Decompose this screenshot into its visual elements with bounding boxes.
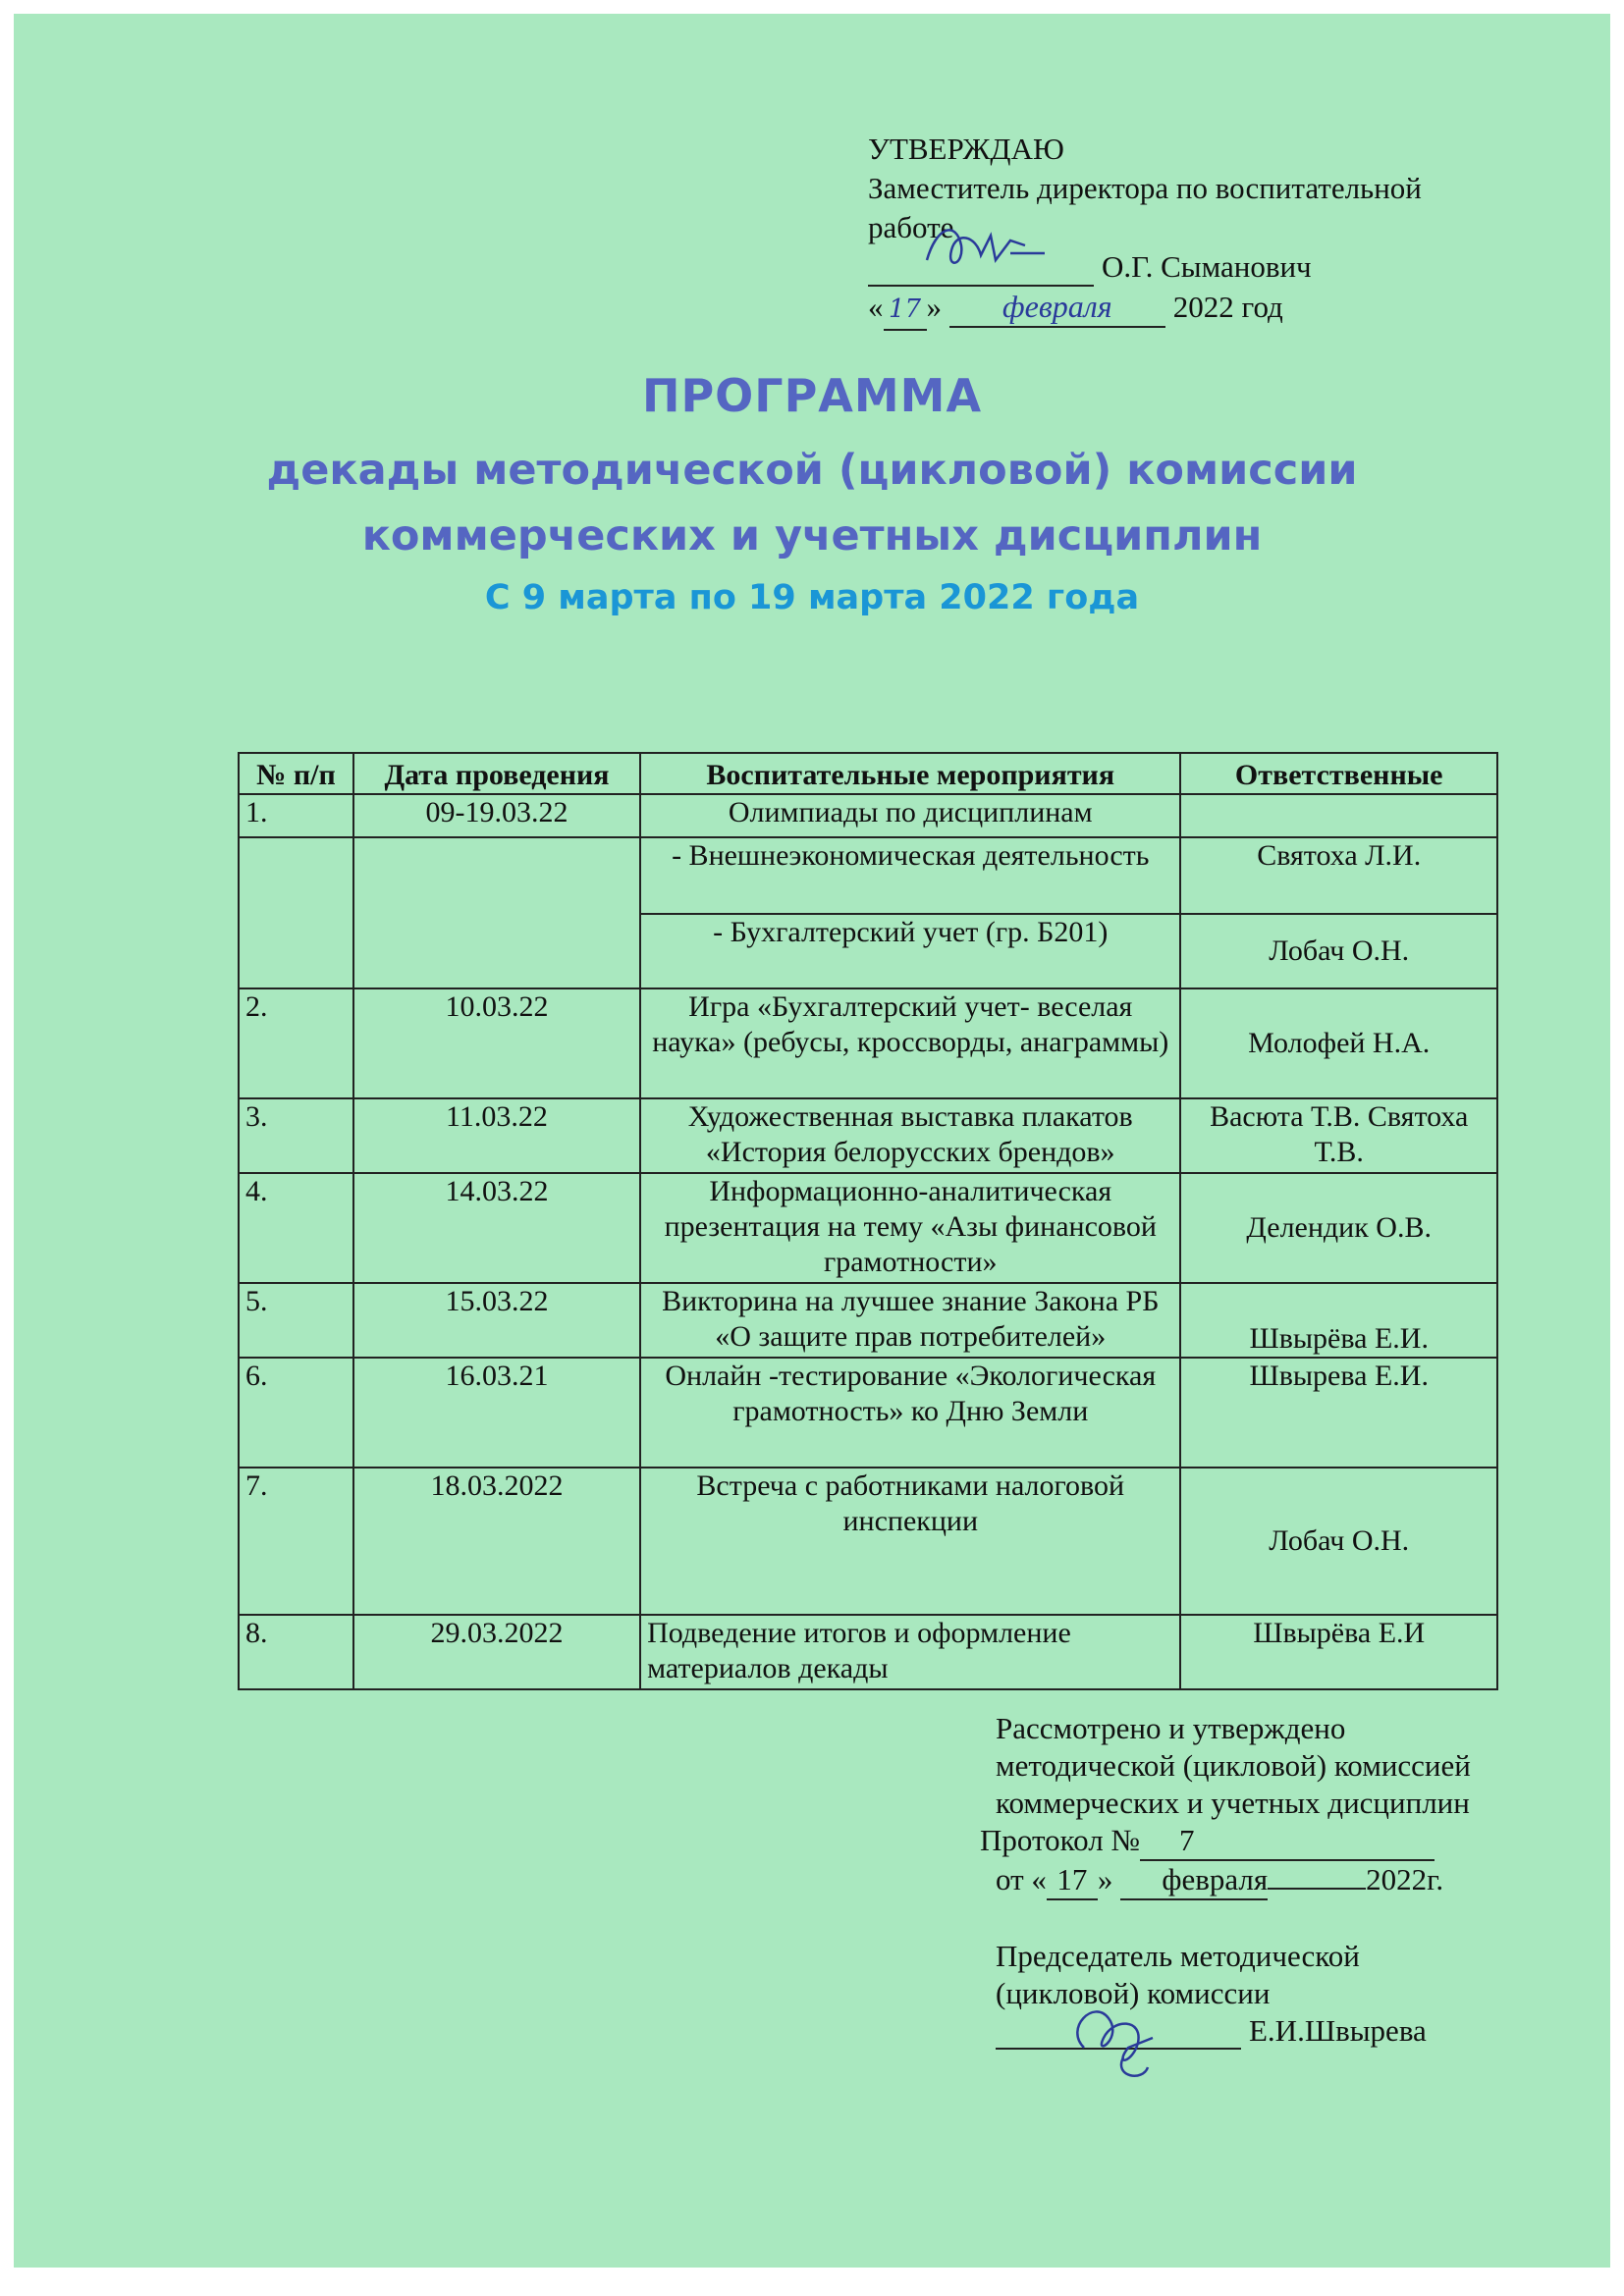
row-event: Подведение итогов и оформление материалов декады xyxy=(640,1615,1180,1689)
row-event: - Бухгалтерский учет (гр. Б201) xyxy=(640,914,1180,988)
signature-underline xyxy=(868,255,1094,287)
protocol-line xyxy=(980,1822,1545,1861)
chair-signature-line xyxy=(996,2012,1545,2050)
table-row xyxy=(239,794,1497,837)
chair-block xyxy=(996,1938,1545,2050)
footer-line3: коммерческих и учетных дисциплин xyxy=(996,1786,1470,1820)
row-responsible: Лобач О.Н. xyxy=(1180,914,1497,988)
table-row xyxy=(239,1615,1497,1689)
program-subtitle-line2: коммерческих и учетных дисциплин xyxy=(361,511,1263,561)
approval-date-day: 17 xyxy=(884,290,927,331)
chair-signature-icon xyxy=(1055,1989,1192,2097)
row-date: 18.03.2022 xyxy=(353,1468,640,1615)
header-date: Дата проведения xyxy=(353,753,640,794)
row-date: 14.03.22 xyxy=(353,1173,640,1283)
protocol-date-prefix: от « xyxy=(996,1862,1047,1896)
approval-position-line2: работе xyxy=(868,210,954,244)
table-row xyxy=(239,1173,1497,1283)
approval-signature-line xyxy=(868,247,1496,287)
row-event: Игра «Бухгалтерский учет- веселая наука» (ребусы, кроссворды, анаграммы) xyxy=(640,988,1180,1098)
protocol-date-month: февраля xyxy=(1120,1861,1268,1900)
row-responsible: Делендик О.В. xyxy=(1180,1173,1497,1283)
row-date: 16.03.21 xyxy=(353,1358,640,1468)
chair-signature-underline xyxy=(996,2018,1241,2050)
date-close-quote: » xyxy=(926,290,942,324)
director-signature-icon xyxy=(917,216,1064,285)
row-num: 5. xyxy=(239,1283,353,1358)
table-row xyxy=(239,988,1497,1098)
approval-footer xyxy=(980,1710,1545,1900)
row-date: 11.03.22 xyxy=(353,1098,640,1173)
row-num xyxy=(239,837,353,988)
header-events: Воспитательные мероприятия xyxy=(640,753,1180,794)
row-date: 10.03.22 xyxy=(353,988,640,1098)
header-responsible: Ответственные xyxy=(1180,753,1497,794)
program-table xyxy=(238,752,1498,1690)
row-num: 4. xyxy=(239,1173,353,1283)
row-date: 29.03.2022 xyxy=(353,1615,640,1689)
table-header-row xyxy=(239,753,1497,794)
chair-line2: (цикловой) комиссии xyxy=(996,1976,1271,2010)
row-event: - Внешнеэкономическая деятельность xyxy=(640,837,1180,914)
row-responsible: Святоха Л.И. xyxy=(1180,837,1497,914)
row-event: Онлайн -тестирование «Экологическая грамотность» ко Дню Земли xyxy=(640,1358,1180,1468)
date-open-quote: « xyxy=(868,290,884,324)
approval-date-year: 2022 год xyxy=(1172,290,1283,324)
row-event: Олимпиады по дисциплинам xyxy=(640,794,1180,837)
chair-name: Е.И.Швырева xyxy=(1249,2013,1427,2048)
row-date: 15.03.22 xyxy=(353,1283,640,1358)
protocol-label: Протокол № xyxy=(980,1823,1140,1857)
protocol-date-underline xyxy=(1268,1888,1366,1890)
table-row xyxy=(239,1098,1497,1173)
row-num: 3. xyxy=(239,1098,353,1173)
row-num: 7. xyxy=(239,1468,353,1615)
row-responsible: Швырёва Е.И. xyxy=(1180,1283,1497,1358)
table-row xyxy=(239,1283,1497,1358)
row-event: Художественная выставка плакатов «История белорусских брендов» xyxy=(640,1098,1180,1173)
chair-line1: Председатель методической xyxy=(996,1939,1360,1973)
row-event: Встреча с работниками налоговой инспекции xyxy=(640,1468,1180,1615)
row-num: 1. xyxy=(239,794,353,837)
protocol-date xyxy=(996,1861,1545,1900)
program-subtitle-line1: декады методической (цикловой) комиссии xyxy=(266,446,1358,495)
row-responsible: Молофей Н.А. xyxy=(1180,988,1497,1098)
table-row xyxy=(239,1358,1497,1468)
footer-line1: Рассмотрено и утверждено xyxy=(996,1711,1346,1745)
row-responsible: Васюта Т.В. Святоха Т.В. xyxy=(1180,1098,1497,1173)
program-period: С 9 марта по 19 марта 2022 года xyxy=(484,578,1140,617)
approval-head: УТВЕРЖДАЮ xyxy=(868,132,1064,166)
approval-date xyxy=(868,287,1496,331)
footer-line2: методической (цикловой) комиссией xyxy=(996,1748,1471,1783)
approval-position-line1: Заместитель директора по воспитательной xyxy=(868,171,1422,205)
header-num: № п/п xyxy=(239,753,353,794)
table-row xyxy=(239,1468,1497,1615)
row-event: Информационно-аналитическая презентация на тему «Азы финансовой грамотности» xyxy=(640,1173,1180,1283)
row-responsible: Швырева Е.И. xyxy=(1180,1358,1497,1468)
row-responsible xyxy=(1180,794,1497,837)
table-row xyxy=(239,837,1497,914)
protocol-date-mid: » xyxy=(1097,1862,1113,1896)
approval-name: О.Г. Сыманович xyxy=(1102,249,1312,284)
document-page xyxy=(14,14,1610,2268)
approval-date-month: февраля xyxy=(949,287,1165,328)
row-date: 09-19.03.22 xyxy=(353,794,640,837)
protocol-date-year: 2022г. xyxy=(1366,1862,1444,1896)
row-num: 6. xyxy=(239,1358,353,1468)
program-title: ПРОГРАММА xyxy=(641,369,983,422)
row-event: Викторина на лучшее знание Закона РБ «О защите прав потребителей» xyxy=(640,1283,1180,1358)
row-responsible: Лобач О.Н. xyxy=(1180,1468,1497,1615)
approval-block xyxy=(868,130,1496,331)
row-date xyxy=(353,837,640,988)
row-num: 2. xyxy=(239,988,353,1098)
row-num: 8. xyxy=(239,1615,353,1689)
protocol-number: 7 xyxy=(1140,1822,1435,1861)
row-responsible: Швырёва Е.И xyxy=(1180,1615,1497,1689)
protocol-date-day: 17 xyxy=(1047,1861,1098,1900)
